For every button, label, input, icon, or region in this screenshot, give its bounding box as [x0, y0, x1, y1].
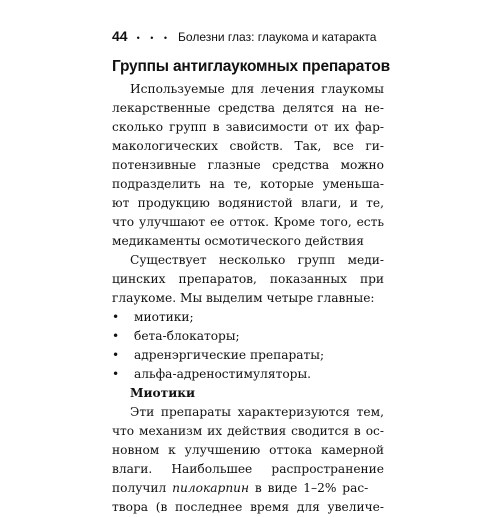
list-item [112, 346, 384, 365]
book-page [112, 28, 390, 517]
list-item [112, 365, 384, 384]
text-line: подразделить на те, которые уменьша- [112, 177, 384, 191]
drug-name-italic: пилокарпин [172, 481, 250, 495]
text-line: что улучшают ее отток. Кроме того, есть [112, 215, 384, 229]
bullet-list [112, 308, 384, 384]
text-line: цинских препаратов, показанных при [112, 272, 384, 286]
body-text [112, 80, 384, 517]
text-line: Используемые для лечения глаукомы [130, 82, 384, 96]
text-line [112, 479, 384, 498]
text-line: потензивные глазные средства можно [112, 158, 384, 172]
bullet-icon: • [112, 348, 120, 362]
text-line: новном к улучшению оттока камерной [112, 443, 384, 457]
header-separator: • • • [136, 33, 172, 43]
bullet-icon: • [112, 367, 120, 381]
list-item-text: адренэргические препараты; [134, 348, 325, 362]
text-line: лекарственные средства делятся на не- [112, 101, 384, 115]
bullet-icon: • [112, 329, 120, 343]
running-head [112, 28, 384, 44]
text-line: ют продукцию водянистой влаги, и те, [112, 196, 384, 210]
text-line: глаукоме. Мы выделим четыре главные: [112, 291, 375, 305]
section-title: Группы антиглаукомных препаратов [112, 58, 390, 75]
subsection-title: Миотики [130, 386, 196, 400]
text-segment: получил [112, 481, 173, 495]
page-number: 44 [112, 28, 128, 44]
text-line: медикаменты осмотического действия [112, 234, 364, 248]
text-line: влаги. Наибольшее распространение [112, 462, 384, 476]
running-title: Болезни глаз: глаукома и катаракта [178, 30, 377, 44]
text-segment: в виде 1–2% рас- [249, 481, 369, 495]
list-item [112, 308, 384, 327]
text-line: Эти препараты характеризуются тем, [130, 405, 384, 419]
list-item [112, 327, 384, 346]
paragraph-1 [112, 80, 384, 251]
text-line: Существует несколько групп меди- [130, 253, 384, 267]
list-item-text: альфа-адреностимуляторы. [134, 367, 312, 381]
text-line: твора (в последнее время для увеличе- [112, 500, 384, 514]
text-line: что механизм их действия сводится в ос- [112, 424, 384, 438]
bullet-icon: • [112, 310, 120, 324]
text-line: макологических свойств. Так, все ги- [112, 139, 384, 153]
list-item-text: миотики; [134, 310, 194, 324]
text-line: сколько групп в зависимости от их фар- [112, 120, 384, 134]
list-item-text: бета-блокаторы; [134, 329, 240, 343]
paragraph-2 [112, 251, 384, 308]
